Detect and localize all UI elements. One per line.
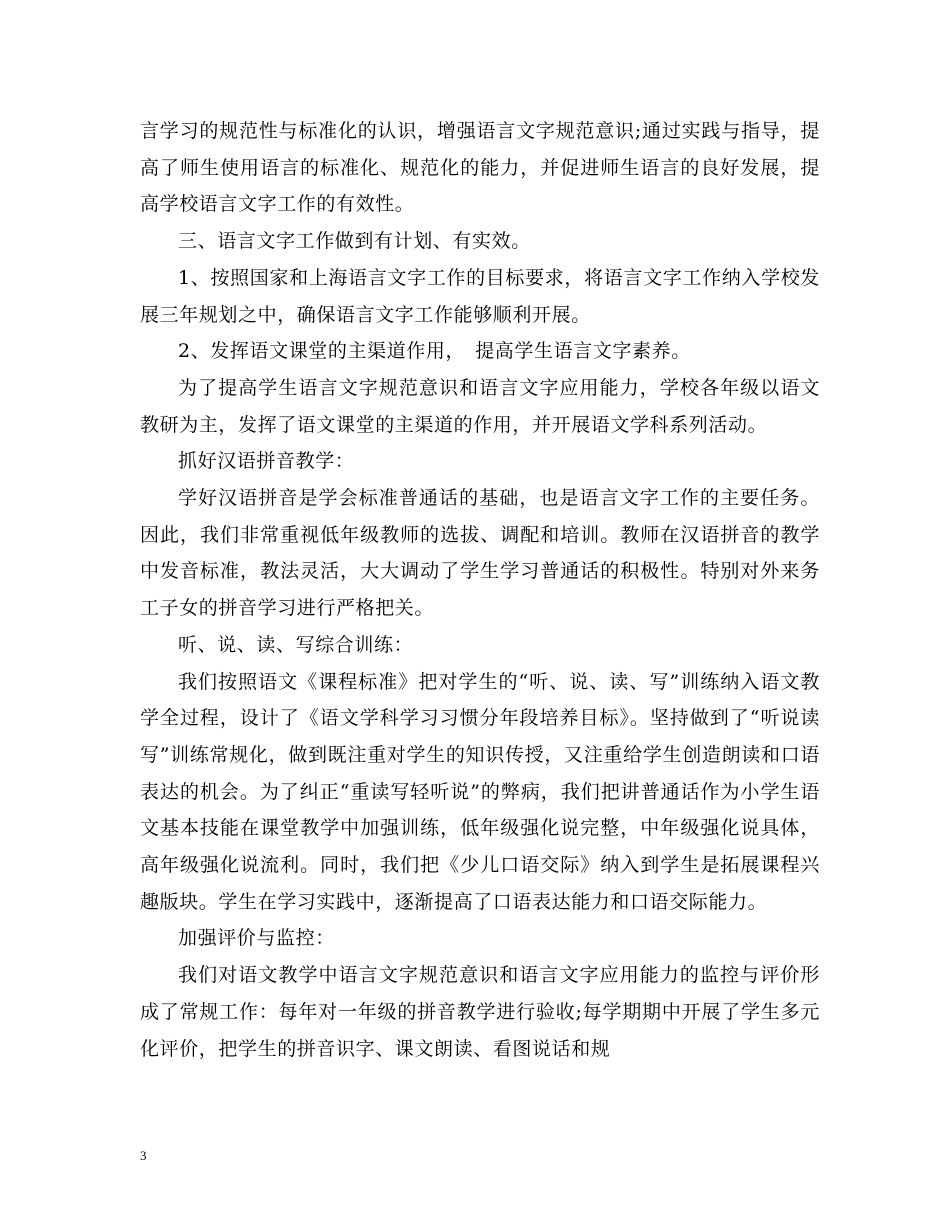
paragraph-body: 我们对语文教学中语言文字规范意识和语言文字应用能力的监控与评价形成了常规工作：每年对一年级的拼音教学进行验收;每学期期中开展了学生多元化评价，把学生的拼音识字、课文朗读、看图说话和规 xyxy=(140,964,820,1060)
section-heading-three: 三、语言文字工作做到有计划、有实效。 xyxy=(178,230,531,253)
document-body xyxy=(140,113,820,1067)
paragraph-body: 我们按照语文《课程标准》把对学生的“听、说、读、写”训练纳入语文教学全过程，设计了《语文学科学习习惯分年段培养目标》。坚持做到了“听说读写”训练常规化，做到既注重对学生的知识传授，又注重给学生创造朗读和口语表达的机会。为了纠正“重读写轻听说”的弊病，我们把讲普通话作为小学生语文基本技能在课堂教学中加强训练，低年级强化说完整，中年级强化说具体，高年级强化说流利。同时，我们把《少儿口语交际》纳入到学生是拓展课程兴趣版块。学生在学习实践中，逐渐提高了口语表达能力和口语交际能力。 xyxy=(140,670,820,913)
subheading-listen-speak-read-write: 听、说、读、写综合训练： xyxy=(178,633,414,656)
subheading-pinyin: 抓好汉语拼音教学： xyxy=(178,450,355,473)
paragraph-item-1: 1、按照国家和上海语言文字工作的目标要求，将语言文字工作纳入学校发展三年规划之中，确保语言文字工作能够顺利开展。 xyxy=(140,266,820,326)
paragraph-body: 学好汉语拼音是学会标准普通话的基础，也是语言文字工作的主要任务。因此，我们非常重视低年级教师的选拔、调配和培训。教师在汉语拼音的教学中发音标准，教法灵活，大大调动了学生学习普通话的积极性。特别对外来务工子女的拼音学习进行严格把关。 xyxy=(140,487,820,620)
subheading-evaluation: 加强评价与监控： xyxy=(178,927,335,950)
paragraph-continuation: 言学习的规范性与标准化的认识，增强语言文字规范意识;通过实践与指导，提高了师生使用语言的标准化、规范化的能力，并促进师生语言的良好发展，提高学校语言文字工作的有效性。 xyxy=(140,120,820,216)
paragraph-body: 为了提高学生语言文字规范意识和语言文字应用能力，学校各年级以语文教研为主，发挥了语文课堂的主渠道的作用，并开展语文学科系列活动。 xyxy=(140,376,820,436)
paragraph-item-2: 2、发挥语文课堂的主渠道作用， 提高学生语言文字素养。 xyxy=(178,340,691,363)
page-number: 3 xyxy=(140,1148,147,1163)
